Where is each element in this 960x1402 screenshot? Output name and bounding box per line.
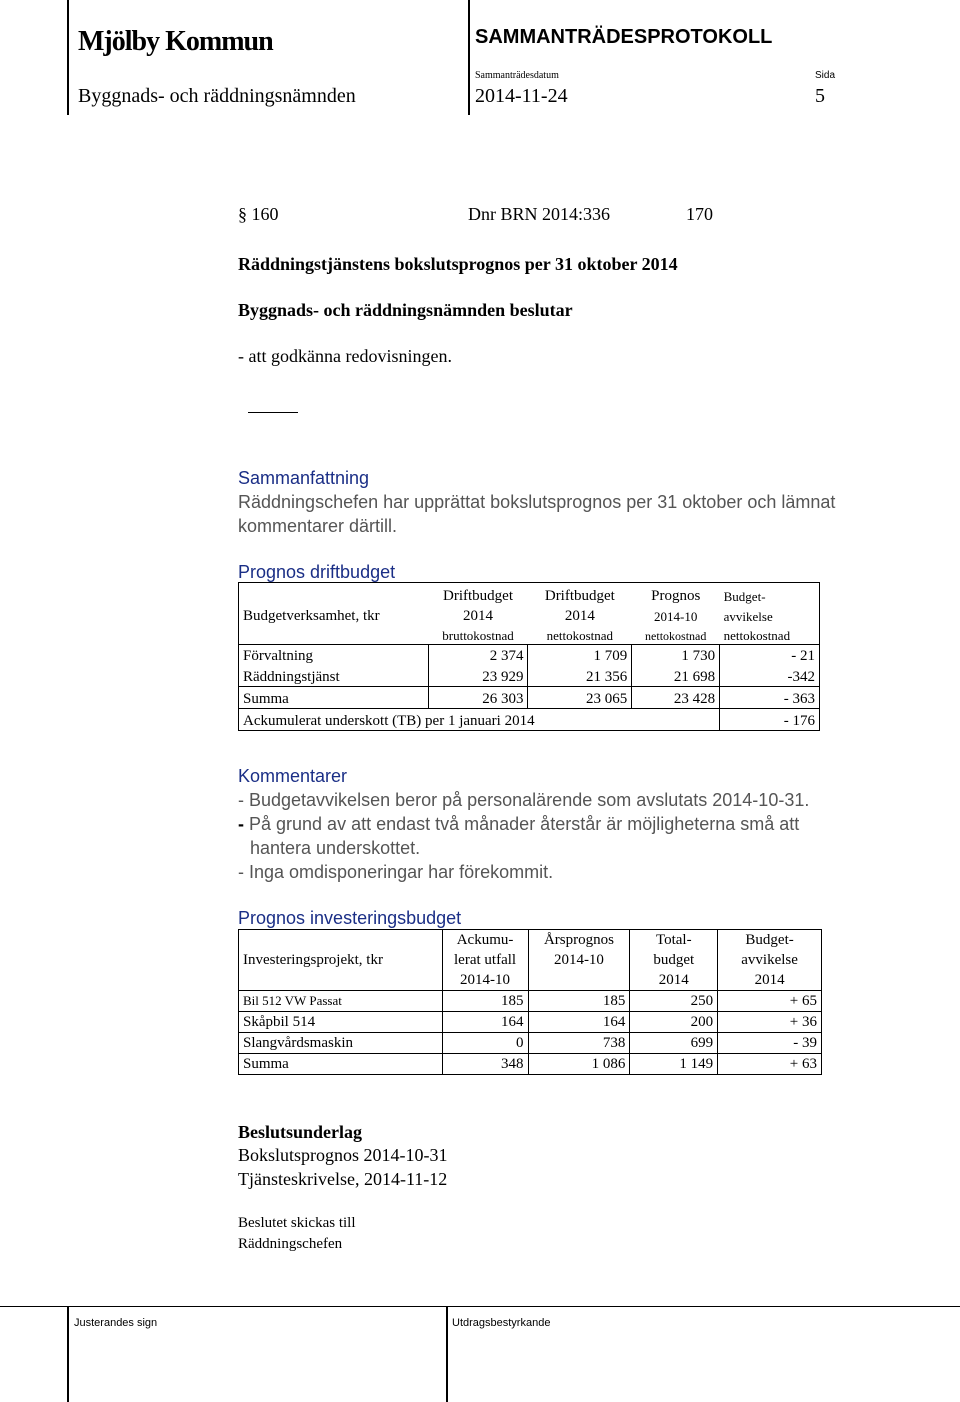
extract-label: Utdragsbestyrkande [452,1317,551,1329]
comments-heading: Kommentarer [238,766,348,786]
inv-row-budget: 200 [630,1012,718,1033]
inv-header-budget [630,930,718,991]
inv-header-utfall-2: lerat utfall [454,952,517,968]
drift-sum-netto: 23 065 [528,687,632,709]
inv-row-summa [239,1054,822,1075]
comment-2-cont: hantera underskottet. [250,838,421,858]
inv-header-prognos-2: 2014-10 [553,952,604,968]
drift-row-avvikelse: - 21 [720,645,820,665]
footer-left-rule [67,1306,69,1402]
summary-heading: Sammanfattning [238,468,370,488]
comment-2-text: På grund av att endast två månader återstår är möjligheterna små att [244,814,800,834]
drift-header-brutto-3: bruttokostnad [428,625,528,645]
drift-row-summa [239,687,820,709]
inv-row-budget: 250 [630,991,718,1012]
page-label: Sida [815,70,836,81]
inv-row-prognos: 1 086 [528,1054,630,1075]
inv-header-avvikelse [718,930,822,991]
drift-row-raddningstjanst [239,665,820,687]
inv-row-utfall: 185 [442,991,528,1012]
sent-to-label: Beslutet skickas till [238,1215,356,1231]
investment-heading: Prognos investeringsbudget [238,908,462,928]
drift-row-name: Förvaltning [239,645,429,665]
document-type: SAMMANTRÄDESPROTOKOLL [475,26,773,48]
investment-table [238,929,822,1075]
inv-row-utfall: 348 [442,1054,528,1075]
inv-row-avvikelse: + 63 [718,1054,822,1075]
inv-header-prognos-1: Årsprognos [543,932,614,948]
inv-row-name: Slangvårdsmaskin [239,1033,443,1054]
drift-header-verksamhet: Budgetverksamhet, tkr [239,605,429,625]
sign-label: Justerandes sign [74,1317,158,1329]
drift-header-avvikelse-3: nettokostnad [720,625,820,645]
inv-header-avvikelse-1: Budget- [745,932,794,948]
case-number: 170 [686,204,713,224]
drift-acc-name: Ackumulerat underskott (TB) per 1 januari 2014 [239,709,720,731]
drift-row-prognos: 21 698 [632,665,720,687]
sent-to-recipient: Räddningschefen [238,1236,343,1252]
inv-row-slangvard [239,1033,822,1054]
drift-header-netto-2: 2014 [564,607,595,624]
section-number: § 160 [238,204,279,224]
drift-header-brutto-2: 2014 [463,607,493,624]
inv-row-prognos: 164 [528,1012,630,1033]
inv-row-utfall: 0 [442,1033,528,1054]
drift-header-brutto-1: Driftbudget [428,583,528,605]
header-left-rule [67,0,69,115]
drift-row-name: Räddningstjänst [239,665,429,687]
inv-row-budget: 699 [630,1033,718,1054]
decision-heading: Byggnads- och räddningsnämnden beslutar [238,300,573,320]
drift-header-prognos-3: nettokostnad [632,625,720,645]
inv-row-prognos: 738 [528,1033,630,1054]
inv-header-budget-2: budget [653,952,695,968]
investment-header-row [239,930,822,991]
separator-line [248,412,298,413]
comment-2-dash: - [238,814,244,834]
drift-heading: Prognos driftbudget [238,562,396,582]
drift-header-blank [239,625,429,645]
drift-sum-avvikelse: - 363 [720,687,820,709]
header-mid-rule [468,0,470,115]
drift-row-netto: 21 356 [528,665,632,687]
footer-rule [0,1306,960,1307]
summary-line-1: Räddningschefen har upprättat bokslutsprognos per 31 oktober och lämnat [238,492,836,512]
inv-header-avvikelse-2: avvikelse [741,952,798,968]
inv-header-avvikelse-3: 2014 [754,972,785,988]
basis-item-2: Tjänsteskrivelse, 2014-11-12 [238,1169,448,1189]
drift-header-netto-1: Driftbudget [528,583,632,605]
drift-header-netto-3: nettokostnad [528,625,632,645]
diary-number: Dnr BRN 2014:336 [468,204,611,224]
drift-sum-prognos: 23 428 [632,687,720,709]
drift-header-empty [239,583,429,605]
meeting-date: 2014-11-24 [475,85,568,107]
inv-row-avvikelse: + 65 [718,991,822,1012]
inv-header-utfall [442,930,528,991]
drift-acc-value: - 176 [720,709,820,731]
comment-2 [238,814,799,835]
drift-row-avvikelse: -342 [720,665,820,687]
drift-header-avvikelse-1: Budget- [720,583,820,605]
drift-sum-name: Summa [239,687,429,709]
basis-item-1: Bokslutsprognos 2014-10-31 [238,1145,448,1165]
drift-row-forvaltning [239,645,820,665]
inv-row-budget: 1 149 [630,1054,718,1075]
inv-row-utfall: 164 [442,1012,528,1033]
page-number: 5 [815,85,825,107]
comment-3: - Inga omdisponeringar har förekommit. [238,862,554,882]
inv-row-avvikelse: + 36 [718,1012,822,1033]
inv-row-prognos: 185 [528,991,630,1012]
inv-header-project: Investeringsprojekt, tkr [239,930,443,991]
org-logo: Mjölby Kommun [78,26,273,57]
decision-text: - att godkänna redovisningen. [238,346,452,366]
drift-row-brutto: 2 374 [428,645,528,665]
drift-budget-table [238,582,820,731]
inv-row-avvikelse: - 39 [718,1033,822,1054]
summary-line-2: kommentarer därtill. [238,516,398,536]
inv-row-skapbil [239,1012,822,1033]
inv-row-name: Summa [239,1054,443,1075]
board-name: Byggnads- och räddningsnämnden [78,85,356,107]
basis-heading: Beslutsunderlag [238,1122,363,1142]
inv-row-name: Bil 512 VW Passat [239,991,443,1012]
inv-row-passat [239,991,822,1012]
inv-header-utfall-1: Ackumu- [456,932,514,948]
drift-header-avvikelse-2: avvikelse [720,605,820,625]
inv-row-name: Skåpbil 514 [239,1012,443,1033]
drift-row-brutto: 23 929 [428,665,528,687]
drift-header-prognos-1: Prognos [632,583,720,605]
inv-header-utfall-3: 2014-10 [460,972,511,988]
inv-header-budget-3: 2014 [658,972,689,988]
inv-header-budget-1: Total- [655,932,692,948]
comment-1: - Budgetavvikelsen beror på personalärende som avslutats 2014-10-31. [238,790,810,810]
date-label: Sammanträdesdatum [475,70,559,81]
drift-row-prognos: 1 730 [632,645,720,665]
footer-mid-rule [446,1306,448,1402]
drift-header-prognos-2: 2014-10 [654,608,698,624]
drift-row-ackumulerat [239,709,820,731]
inv-header-prognos [528,930,630,991]
drift-row-netto: 1 709 [528,645,632,665]
drift-sum-brutto: 26 303 [428,687,528,709]
case-title: Räddningstjänstens bokslutsprognos per 31 oktober 2014 [238,254,678,274]
